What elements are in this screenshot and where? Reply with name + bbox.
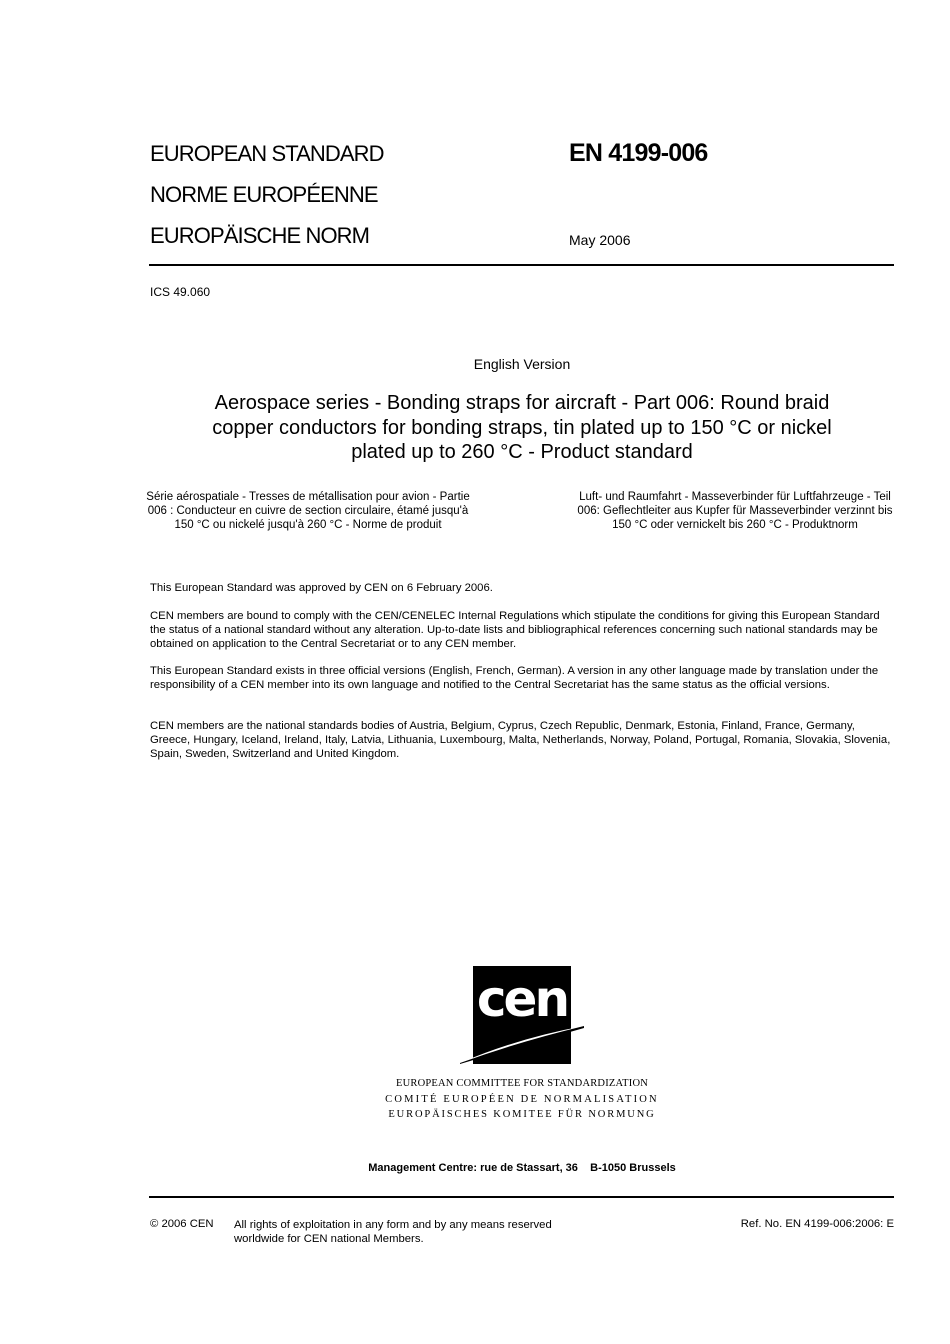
header-divider (149, 264, 894, 266)
org-name-german: EUROPÄISCHES KOMITEE FÜR NORMUNG (388, 1109, 656, 1120)
management-centre-address: Management Centre: rue de Stassart, 36 B-1050 Brussels (368, 1162, 676, 1174)
rights-statement: All rights of exploitation in any form and by any means reserved worldwide for CEN national Members. (234, 1219, 552, 1245)
cen-logo (458, 966, 586, 1066)
standard-name-german: EUROPÄISCHE NORM (150, 223, 370, 248)
standard-name-french: NORME EUROPÉENNE (150, 182, 378, 207)
approval-paragraph: This European Standard was approved by CEN on 6 February 2006. (150, 582, 493, 594)
standard-name-english: EUROPEAN STANDARD (150, 141, 384, 166)
standard-number: EN 4199-006 (569, 139, 708, 167)
publication-date: May 2006 (569, 232, 631, 248)
org-name-english: EUROPEAN COMMITTEE FOR STANDARDIZATION (395, 1078, 649, 1089)
document-title: Aerospace series - Bonding straps for aircraft - Part 006: Round braid copper conductors for bonding straps, tin plated up to 150 °C or nickel plated up to 260 °C - Product standard (212, 392, 832, 463)
ics-code: ICS 49.060 (150, 285, 211, 299)
cen-logo-text: cen (476, 970, 568, 1028)
compliance-paragraph: CEN members are bound to comply with the CEN/CENELEC Internal Regulations which stipulate the conditions for giving this European Standard the status of a national standard without any alteration. Up-to-date lists and bibliographical references concerning such national standards may be obtained on application to the Central Secretariat or to any CEN member. (150, 610, 880, 650)
members-paragraph: CEN members are the national standards bodies of Austria, Belgium, Cyprus, Czech Republic, Denmark, Estonia, Finland, France, Germany, Greece, Hungary, Iceland, Ireland, Italy, Latvia, Lithuania, Luxembourg, Malta, Netherlands, Norway, Poland, Portugal, Romania, Slovakia, Slovenia, Spain, Sweden, Switzerland and United Kingdom. (150, 720, 891, 760)
language-version: English Version (473, 356, 571, 372)
reference-number: Ref. No. EN 4199-006:2006: E (740, 1218, 894, 1230)
org-name-french: COMITÉ EUROPÉEN DE NORMALISATION (385, 1094, 659, 1105)
title-german: Luft- und Raumfahrt - Masseverbinder für Luftfahrzeuge - Teil 006: Geflechtleiter aus Kupfer für Masseverbinder verzinnt bis 150 °C oder vernickelt bis 260 °C - Produktnorm (577, 491, 893, 531)
title-french: Série aérospatiale - Tresses de métallisation pour avion - Partie 006 : Conducteur en cuivre de section circulaire, étamé jusqu'à 150 °C ou nickelé jusqu'à 260 °C - Norme de produit (146, 491, 470, 531)
versions-paragraph: This European Standard exists in three official versions (English, French, German). A version in any other language made by translation under the responsibility of a CEN member into its own language and notified to the Central Secretariat has the same status as the official versions. (150, 665, 879, 691)
footer-divider (149, 1196, 894, 1198)
copyright: © 2006 CEN (150, 1218, 214, 1230)
